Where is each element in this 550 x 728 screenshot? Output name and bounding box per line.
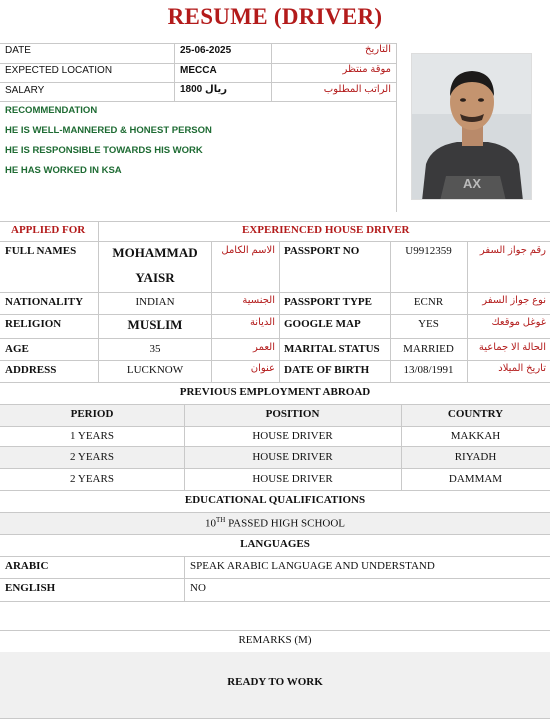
- religion-value: MUSLIM: [127, 317, 183, 332]
- nationality-arabic: الجنسية: [242, 295, 275, 306]
- divider: [390, 241, 391, 382]
- divider: [0, 426, 550, 427]
- divider: [0, 601, 550, 602]
- age-label: AGE: [5, 343, 29, 355]
- marital-status-arabic: الحالة الا جماعية: [478, 342, 546, 353]
- date-arabic: التاريخ: [365, 44, 391, 55]
- remarks-label: REMARKS (M): [238, 634, 312, 646]
- divider: [0, 221, 550, 222]
- google-map-arabic: غوغل موقعك: [491, 317, 546, 328]
- language-name: ARABIC: [5, 560, 49, 572]
- full-name-first: MOHAMMAD: [112, 245, 198, 260]
- position-cell: HOUSE DRIVER: [252, 451, 333, 463]
- education-number: 10: [204, 517, 216, 530]
- google-map-value: YES: [418, 318, 439, 330]
- full-names-label: FULL NAMES: [5, 245, 77, 257]
- divider: [396, 43, 397, 212]
- divider: [0, 468, 550, 469]
- location-label: EXPECTED LOCATION: [5, 65, 113, 76]
- divider: [0, 490, 550, 491]
- full-name-last: YAISR: [135, 270, 175, 285]
- religion-label: RELIGION: [5, 318, 62, 330]
- period-cell: 2 YEARS: [70, 473, 114, 485]
- resume-title: RESUME (DRIVER): [167, 4, 383, 29]
- salary-value: 1800 ريال: [180, 84, 227, 95]
- passport-type-arabic: نوع جواز السفر: [482, 295, 546, 306]
- nationality-label: NATIONALITY: [5, 296, 84, 308]
- education-suffix: TH: [215, 516, 226, 524]
- date-value: 25-06-2025: [180, 45, 232, 56]
- recommendation-line: HE IS WELL-MANNERED & HONEST PERSON: [5, 125, 212, 136]
- dob-arabic: تاريخ الميلاد: [498, 363, 546, 374]
- column-header-country: COUNTRY: [447, 408, 504, 420]
- date-label: DATE: [5, 45, 31, 56]
- passport-no-value: U9912359: [405, 245, 452, 257]
- divider: [0, 556, 550, 557]
- marital-status-label: MARITAL STATUS: [284, 343, 380, 355]
- passport-no-arabic: رقم جواز السفر: [479, 245, 546, 256]
- divider: [0, 512, 550, 513]
- divider: [0, 718, 550, 719]
- remarks-value: READY TO WORK: [227, 676, 323, 688]
- divider: [0, 404, 550, 405]
- position-cell: HOUSE DRIVER: [252, 430, 333, 442]
- divider: [0, 630, 550, 631]
- location-value: MECCA: [180, 65, 217, 76]
- column-header-position: POSITION: [265, 408, 320, 420]
- divider: [0, 578, 550, 579]
- country-cell: RIYADH: [454, 451, 497, 463]
- passport-type-value: ECNR: [413, 296, 444, 308]
- language-level: NO: [190, 582, 206, 594]
- dob-value: 13/08/1991: [403, 364, 454, 376]
- full-names-arabic: الاسم الكامل: [221, 245, 275, 256]
- position-cell: HOUSE DRIVER: [252, 473, 333, 485]
- salary-arabic: الراتب المطلوب: [323, 84, 391, 95]
- divider: [279, 241, 280, 382]
- applicant-photo: [411, 53, 532, 200]
- applied-for-value: EXPERIENCED HOUSE DRIVER: [242, 224, 410, 236]
- education-value: [0, 516, 550, 530]
- divider: [0, 382, 550, 383]
- passport-no-label: PASSPORT NO: [284, 245, 360, 257]
- divider: [174, 43, 175, 101]
- google-map-label: GOOGLE MAP: [284, 318, 361, 330]
- divider: [0, 446, 550, 447]
- marital-status-value: MARRIED: [403, 343, 454, 355]
- passport-type-label: PASSPORT TYPE: [284, 296, 372, 308]
- nationality-value: INDIAN: [135, 296, 175, 308]
- divider: [184, 556, 185, 601]
- salary-label: SALARY: [5, 85, 45, 96]
- divider: [0, 82, 396, 83]
- divider: [271, 43, 272, 101]
- country-cell: DAMMAM: [448, 473, 503, 485]
- language-name: ENGLISH: [5, 582, 56, 594]
- recommendation-heading: RECOMMENDATION: [5, 105, 98, 116]
- portrait-image: [412, 54, 532, 200]
- employment-heading: PREVIOUS EMPLOYMENT ABROAD: [179, 386, 371, 398]
- country-cell: MAKKAH: [450, 430, 501, 442]
- address-label: ADDRESS: [5, 364, 57, 376]
- dob-label: DATE OF BIRTH: [284, 364, 370, 376]
- recommendation-line: HE IS RESPONSIBLE TOWARDS HIS WORK: [5, 145, 203, 156]
- education-text: PASSED HIGH SCHOOL: [225, 517, 346, 530]
- age-value: 35: [149, 343, 161, 355]
- religion-arabic: الديانة: [249, 317, 275, 328]
- divider: [467, 241, 468, 382]
- divider: [98, 241, 99, 382]
- divider: [0, 101, 396, 102]
- education-heading: EDUCATIONAL QUALIFICATIONS: [184, 494, 366, 506]
- recommendation-line: HE HAS WORKED IN KSA: [5, 165, 122, 176]
- svg-text:AX: AX: [462, 176, 482, 191]
- location-arabic: موقة منتظر: [342, 64, 391, 75]
- address-value: LUCKNOW: [126, 364, 184, 376]
- divider: [98, 221, 99, 241]
- age-arabic: العمر: [253, 342, 275, 353]
- period-cell: 1 YEARS: [70, 430, 114, 442]
- languages-heading: LANGUAGES: [240, 538, 310, 550]
- divider: [0, 534, 550, 535]
- address-arabic: عنوان: [250, 363, 275, 374]
- applied-for-label: APPLIED FOR: [11, 224, 86, 236]
- period-cell: 2 YEARS: [70, 451, 114, 463]
- column-header-period: PERIOD: [70, 408, 114, 420]
- divider: [211, 241, 212, 382]
- language-level: SPEAK ARABIC LANGUAGE AND UNDERSTAND: [190, 560, 435, 572]
